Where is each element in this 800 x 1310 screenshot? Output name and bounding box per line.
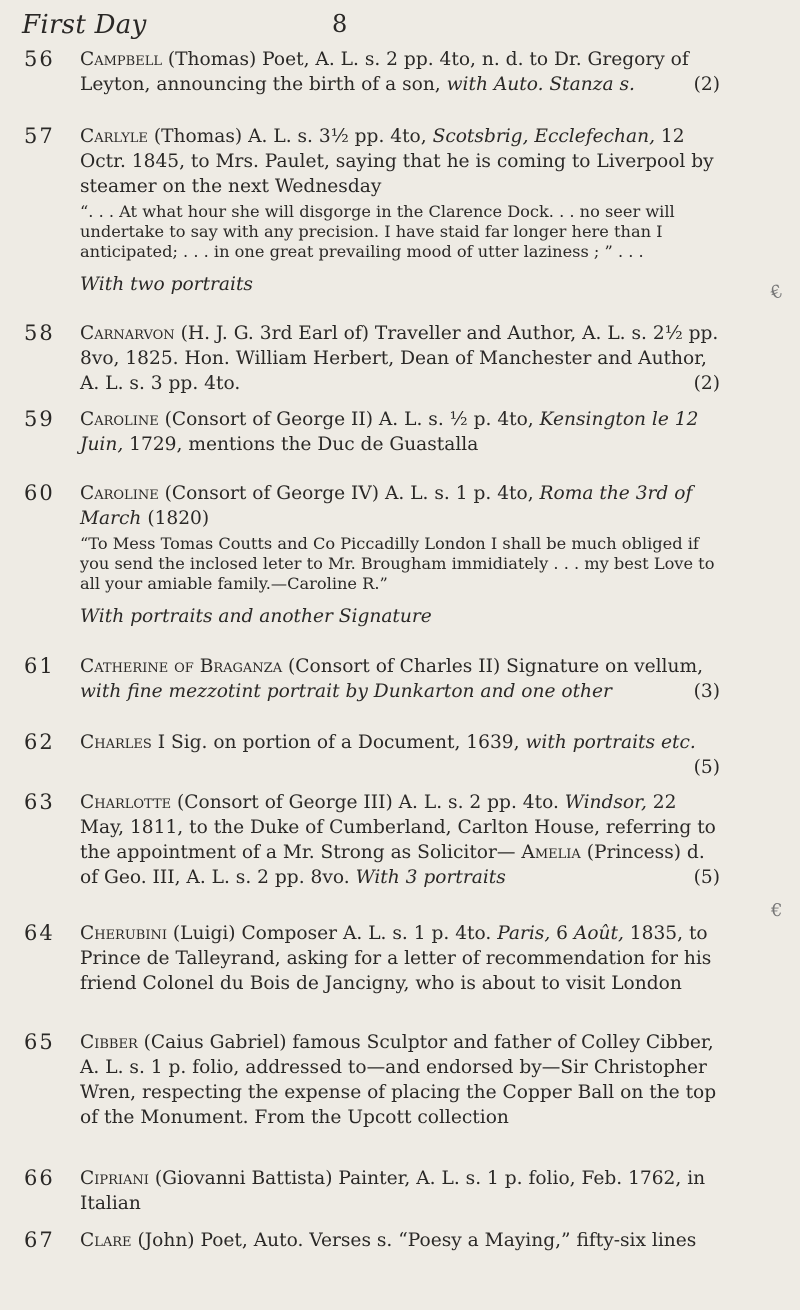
- entry-name: Caroline: [80, 483, 159, 504]
- entry-name: Carnarvon: [80, 323, 175, 344]
- lot-number: 61: [24, 654, 55, 678]
- item-count: (3): [693, 681, 720, 702]
- lot-number: 60: [24, 481, 55, 505]
- lot-number: 64: [24, 921, 55, 945]
- entry-name: Catherine of Braganza: [80, 656, 283, 677]
- margin-mark: €: [771, 900, 783, 921]
- entry-note: With portraits and another Signature: [80, 606, 432, 627]
- lot-number: 59: [24, 407, 55, 431]
- margin-mark: €: [767, 280, 786, 305]
- lot-number: 58: [24, 321, 55, 345]
- item-count: (5): [693, 867, 720, 888]
- lot-number: 57: [24, 124, 55, 148]
- lot-number: 65: [24, 1030, 55, 1054]
- item-count: (2): [693, 373, 720, 394]
- entry-name: Caroline: [80, 409, 159, 430]
- item-count: (2): [693, 74, 720, 95]
- entry-name: Carlyle: [80, 126, 148, 147]
- lot-number: 66: [24, 1166, 55, 1190]
- entry-name: Cherubini: [80, 923, 167, 944]
- entry-name: Campbell: [80, 49, 162, 70]
- quotation: “To Mess Tomas Coutts and Co Piccadilly London I shall be much obliged if you send the inclosed leter to Mr. Brougham immidiately . . . my best Love to all your amiable family.—Caroline R.”: [80, 534, 715, 593]
- lot-number: 67: [24, 1228, 55, 1252]
- entry-name: Cipriani: [80, 1168, 149, 1189]
- catalogue-page: First Day 8 56 Campbell (Thomas) Poet, A. L. s. 2 pp. 4to, n. d. to Dr. Gregory of Leyton, announcing the birth of a son, with Auto. Stanza s. (2) 57 Carlyle (Thomas) A. L. s. 3½ pp. 4to, Scotsbrig, Ecclefechan, 12 Octr. 1845, to Mrs. Paulet, saying that he is coming to Liverpool by steamer on the next Wednesday “. . . At what hour she will disgorge in the Clarence Dock. . . no seer will undertake to say with any precision. I have staid far longer here than I anticipated; . . . in one great prevailing mood of utter laziness ; ” . . . With two portraits 58 Carnarvon (H. J. G. 3rd Earl of) Traveller and Author, A. L. s. 2½ pp. 8vo, 1825. Hon. William Herbert, Dean of Manchester and Author, A. L. s. 3 pp. 4to. (2) 59 Caroline (Consort of George II) A. L. s. ½ p. 4to, Kensington le 12 Juin, 1729, mentions the Duc de Guastalla 60 Caroline (Consort of George IV) A. L. s. 1 p. 4to, Roma the 3rd of March (1820) “To Mess Tomas Coutts and Co Piccadilly London I shall be much obliged if you send the inclosed leter to Mr. Brougham immidiately . . . my best Love to all your amiable family.—Caroline R.” With portraits and another Signature 61 Catherine of Braganza (Consort of Charles II) Signature on vellum, with fine mezzotint portrait by Dunkarton and one other (3) 62 Charles I Sig. on portion of a Document, 1639, with portraits etc. (5) 63 Charlotte (Consort of George III) A. L. s. 2 pp. 4to. Windsor, 22 May, 1811, to the Duke of Cumberland, Carlton House, referring to the appointment of a Mr. Strong as Solicitor— Amelia (Princess) d. of Geo. III, A. L. s. 2 pp. 8vo. With 3 portraits (5) 64 Cherubini (Luigi) Composer A. L. s. 1 p. 4to. Paris, 6 Août, 1835, to Prince de Talleyrand, asking for a letter of recommendation for his friend Colonel du Bois de Jancigny, who is about to visit London 65 Cibber (Caius Gabriel) famous Sculptor and father of Colley Cibber, A. L. s. 1 p. folio, addressed to—and endorsed by—Sir Christopher Wren, respecting the expense of placing the Copper Ball on the top of the Monument. From the Upcott collection 66 Cipriani (Giovanni Battista) Painter, A. L. s. 1 p. folio, Feb. 1762, in Italian 67 Clare (John) Poet, Auto. Verses s. “Poesy a Maying,” fifty-six lines € €: [22, 10, 786, 1252]
- entry-name: Cibber: [80, 1032, 138, 1053]
- entry-name: Charles: [80, 732, 152, 753]
- page-number: 8: [332, 10, 348, 38]
- entry-note: With two portraits: [80, 274, 253, 295]
- running-head: First Day: [22, 10, 147, 40]
- entry-name: Clare: [80, 1230, 132, 1251]
- quotation: “. . . At what hour she will disgorge in the Clarence Dock. . . no seer will undertake to say with any precision. I have staid far longer here than I anticipated; . . . in one great prevailing mood of utter laziness ; ” . . .: [80, 202, 675, 261]
- item-count: (5): [693, 757, 720, 778]
- lot-number: 63: [24, 790, 55, 814]
- lot-number: 62: [24, 730, 55, 754]
- lot-number: 56: [24, 47, 55, 71]
- entry-name: Charlotte: [80, 792, 172, 813]
